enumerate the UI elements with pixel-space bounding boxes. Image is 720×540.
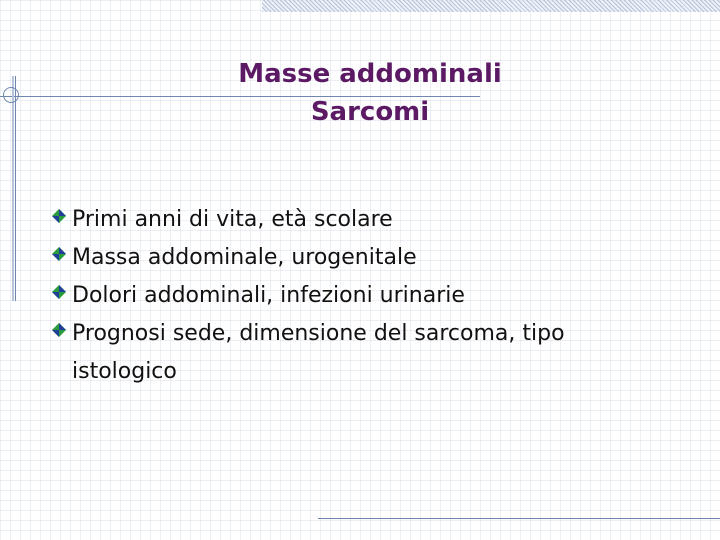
- top-decorative-band: [262, 0, 720, 12]
- bottom-rule-line: [318, 518, 720, 519]
- left-rule-accent: [12, 76, 14, 301]
- corner-circle-ornament: [3, 87, 19, 103]
- diamond-bullet-icon: [52, 209, 66, 223]
- left-rule-line: [15, 76, 16, 301]
- diamond-bullet-icon: [52, 285, 66, 299]
- slide-title: [150, 55, 590, 131]
- bullet-item: [50, 239, 670, 277]
- slide-title-line-1: Masse addominali: [238, 59, 502, 89]
- diamond-bullet-icon: [52, 323, 66, 337]
- bullet-item: [50, 201, 670, 239]
- bullet-list: [50, 201, 670, 391]
- slide-title-line-2: Sarcomi: [310, 97, 430, 127]
- bullet-text: Dolori addominali, infezioni urinarie: [72, 283, 465, 308]
- bullet-text: Massa addominale, urogenitale: [72, 245, 417, 270]
- bullet-text: Prognosi sede, dimensione del sarcoma, tipo istologico: [72, 321, 565, 384]
- bullet-text: Primi anni di vita, età scolare: [72, 207, 393, 232]
- bullet-item: [50, 315, 670, 391]
- bullet-item: [50, 277, 670, 315]
- diamond-bullet-icon: [52, 247, 66, 261]
